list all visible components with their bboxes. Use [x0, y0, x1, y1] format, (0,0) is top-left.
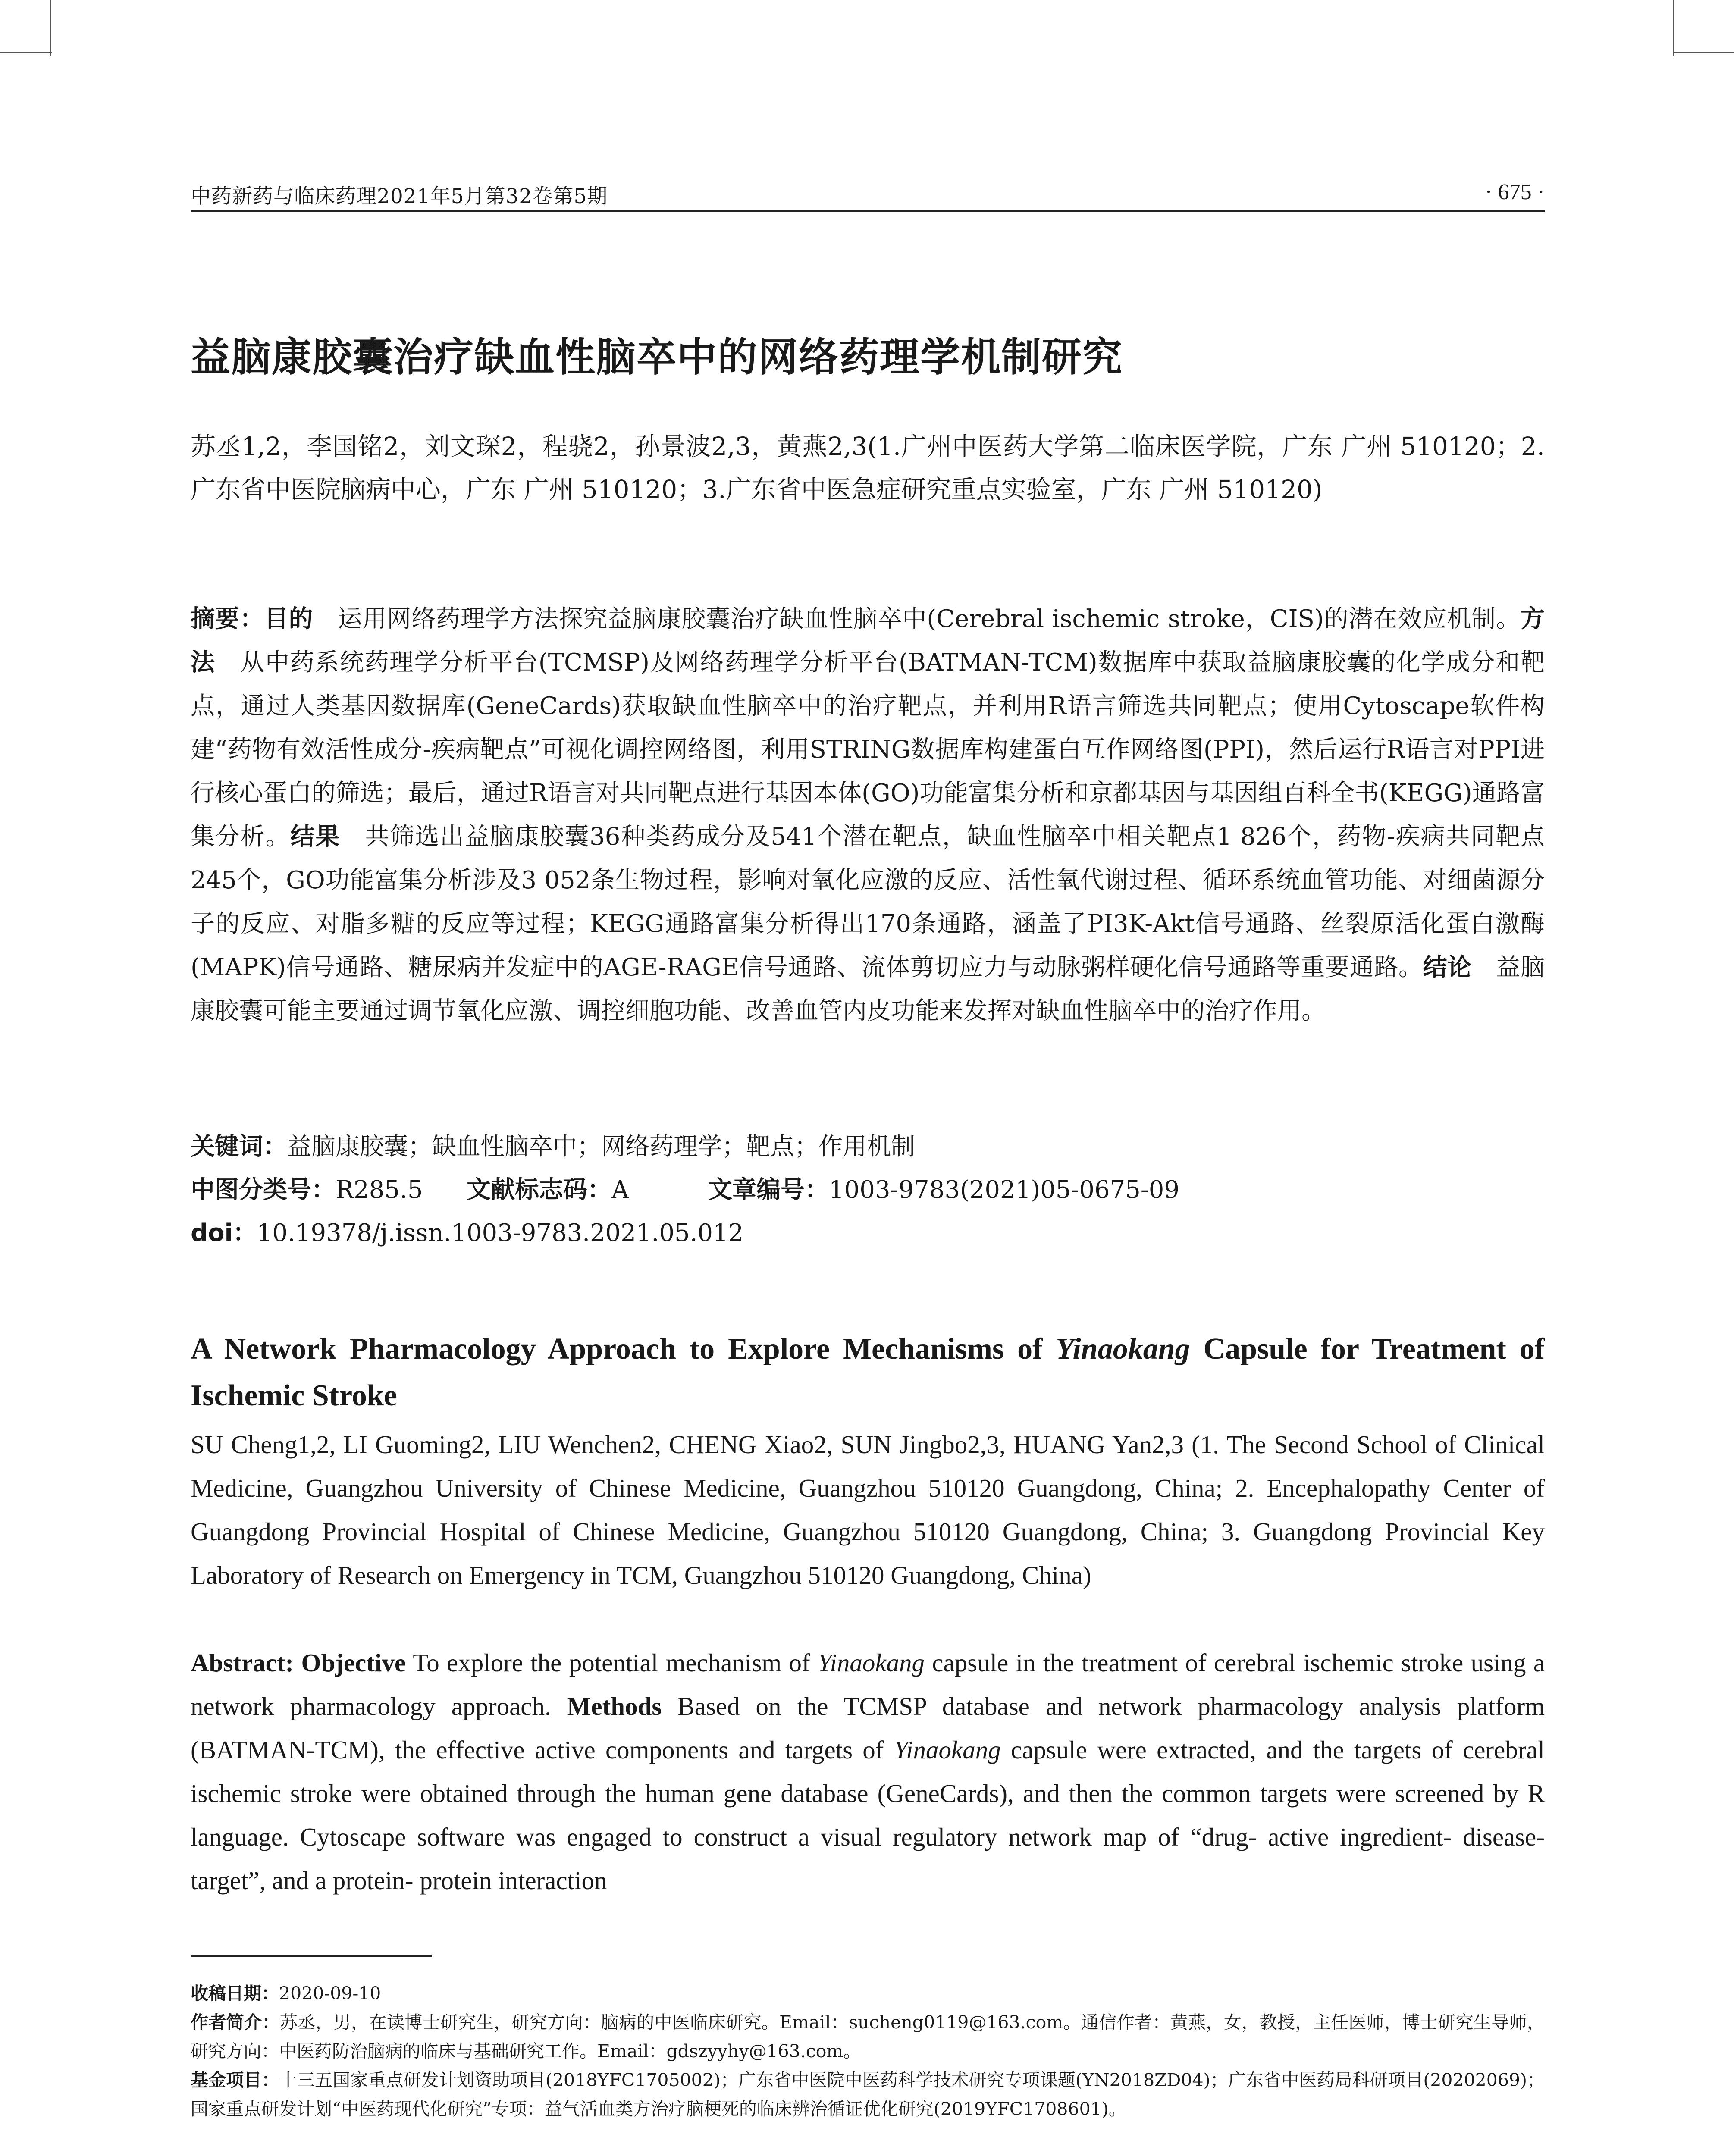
- article-no-value: 1003-9783(2021)05-0675-09: [829, 1176, 1180, 1204]
- crop-mark: [50, 0, 51, 56]
- crop-mark: [0, 52, 52, 53]
- doi-value: 10.19378/j.issn.1003-9783.2021.05.012: [257, 1219, 744, 1247]
- abstract-cn: [191, 597, 1545, 1033]
- methods-italic-en: Yinaokang: [894, 1736, 1001, 1764]
- methods-label-cn: 方法: [191, 605, 1545, 677]
- fund-value: 十三五国家重点研发计划资助项目(2018YFC1705002)；广东省中医院中医药科学技术研究专项课题(YN2018ZD04)；广东省中医药局科研项目(20202069)；国家重点研发计划“中医药现代化研究”专项：益气活血类方治疗脑梗死的临床辨治循证优化研究(2019YFC1708601)。: [191, 2070, 1545, 2119]
- clc-value: R285.5: [336, 1176, 423, 1204]
- conclusion-label-cn: 结论: [1423, 953, 1472, 981]
- received-value: 2020-09-10: [279, 1983, 381, 2004]
- doc-code-label: 文献标志码：: [467, 1176, 611, 1204]
- header-rule: [191, 210, 1545, 212]
- journal-name: 中药新药与临床药理2021年5月第32卷第5期: [191, 185, 608, 208]
- objective-label-cn: 目的: [264, 605, 314, 633]
- clc-label: 中图分类号：: [191, 1176, 336, 1204]
- objective-text-en-2: capsule in the treatment of cerebral ischemic stroke using a network pharmacology approach.: [191, 1648, 1545, 1720]
- author-bio: [191, 2008, 1545, 2066]
- received-label: 收稿日期：: [191, 1983, 279, 2004]
- footnotes: [191, 1979, 1545, 2124]
- classification-line: [191, 1169, 1545, 1212]
- conclusion-text-cn: 益脑康胶囊可能主要通过调节氧化应激、调控细胞功能、改善血管内皮功能来发挥对缺血性脑卒中的治疗作用。: [191, 953, 1545, 1025]
- footnote-rule: [191, 1955, 432, 1957]
- methods-text-cn: 从中药系统药理学分析平台(TCMSP)及网络药理学分析平台(BATMAN-TCM)数据库中获取益脑康胶囊的化学成分和靶点，通过人类基因数据库(GeneCards)获取缺血性脑卒中的治疗靶点，并利用R语言筛选共同靶点；使用Cytoscape软件构建“药物有效活性成分-疾病靶点”可视化调控网络图，利用STRING数据库构建蛋白互作网络图(PPI)，然后运行R语言对PPI进行核心蛋白的筛选；最后，通过R语言对共同靶点进行基因本体(GO)功能富集分析和京都基因与基因组百科全书(KEGG)通路富集分析。: [191, 649, 1545, 851]
- received-date: [191, 1979, 1545, 2008]
- title-en-part: A Network Pharmacology Approach to Explore Mechanisms of: [191, 1332, 1056, 1366]
- article-title-en: [191, 1326, 1545, 1419]
- doi-label: doi：: [191, 1219, 257, 1247]
- abstract-en: [191, 1641, 1545, 1902]
- objective-italic-en: Yinaokang: [818, 1648, 925, 1677]
- results-label-cn: 结果: [290, 823, 340, 851]
- abstract-label-en: Abstract:: [191, 1648, 294, 1677]
- title-en-italic: Yinaokang: [1056, 1332, 1190, 1366]
- objective-text-cn: 运用网络药理学方法探究益脑康胶囊治疗缺血性脑卒中(Cerebral ischemic stroke，CIS)的潜在效应机制。: [338, 605, 1521, 633]
- objective-text-en: To explore the potential mechanism of: [413, 1648, 818, 1677]
- methods-text-en: Based on the TCMSP database and network pharmacology analysis platform (BATMAN-TCM), the effective active components and targets of: [191, 1692, 1545, 1764]
- keywords-value: 益脑康胶囊；缺血性脑卒中；网络药理学；靶点；作用机制: [287, 1133, 915, 1161]
- keywords-label: 关键词：: [191, 1133, 287, 1161]
- authors-cn: 苏丞1,2，李国铭2，刘文琛2，程骁2，孙景波2,3，黄燕2,3(1.广州中医药大学第二临床医学院，广东 广州 510120；2.广东省中医院脑病中心，广东 广州 510120；3.广东省中医急症研究重点实验室，广东 广州 510120): [191, 432, 1545, 504]
- crop-mark: [1673, 0, 1674, 56]
- running-header: [191, 177, 1545, 211]
- abstract-label-cn: 摘要：: [191, 605, 264, 633]
- authors-en: SU Cheng1,2, LI Guoming2, LIU Wenchen2, CHENG Xiao2, SUN Jingbo2,3, HUANG Yan2,3 (1. The Second School of Clinical Medicine, Guangzhou University of Chinese Medicine, Guangzhou 510120 Guangdong, China; 2. Encephalopathy Center of Guangdong Provincial Hospital of Chinese Medicine, Guangzhou 510120 Guangdong, China; 3. Guangdong Provincial Key Laboratory of Research on Emergency in TCM, Guangzhou 510120 Guangdong, China): [191, 1430, 1545, 1589]
- keywords-line: [191, 1125, 1545, 1169]
- crop-mark: [1673, 52, 1734, 53]
- results-text-cn: 共筛选出益脑康胶囊36种类药成分及541个潜在靶点，缺血性脑卒中相关靶点1 826个，药物-疾病共同靶点245个，GO功能富集分析涉及3 052条生物过程，影响对氧化应激的反应、活性氧代谢过程、循环系统血管功能、对细菌源分子的反应、对脂多糖的反应等过程；KEGG通路富集分析得出170条通路，涵盖了PI3K-Akt信号通路、丝裂原活化蛋白激酶(MAPK)信号通路、糖尿病并发症中的AGE-RAGE信号通路、流体剪切应力与动脉粥样硬化信号通路等重要通路。: [191, 823, 1545, 981]
- doc-code-value: A: [611, 1176, 629, 1204]
- bio-label: 作者简介：: [191, 2012, 280, 2033]
- doi-line: [191, 1212, 1545, 1255]
- objective-label-en: Objective: [301, 1648, 406, 1677]
- title-en-part: Capsule for Treatment of Ischemic Stroke: [191, 1332, 1545, 1412]
- fund-label: 基金项目：: [191, 2070, 279, 2090]
- methods-label-en: Methods: [567, 1692, 662, 1720]
- article-no-label: 文章编号：: [708, 1176, 829, 1204]
- article-title-cn: 益脑康胶囊治疗缺血性脑卒中的网络药理学机制研究: [191, 334, 1123, 380]
- methods-text-en-2: capsule were extracted, and the targets of cerebral ischemic stroke were obtained through the human gene database (GeneCards), and then the common targets were screened by R language. Cytoscape software was engaged to construct a visual regulatory network map of “drug- active ingredient- disease- target”, and a protein- protein interaction: [191, 1736, 1545, 1895]
- fund-info: [191, 2066, 1545, 2124]
- page-number: · 675 ·: [1485, 180, 1545, 204]
- bio-value: 苏丞，男，在读博士研究生，研究方向：脑病的中医临床研究。Email：sucheng0119@163.com。通信作者：黄燕，女，教授，主任医师，博士研究生导师，研究方向：中医药防治脑病的临床与基础研究工作。Email：gdszyyhy@163.com。: [191, 2012, 1545, 2062]
